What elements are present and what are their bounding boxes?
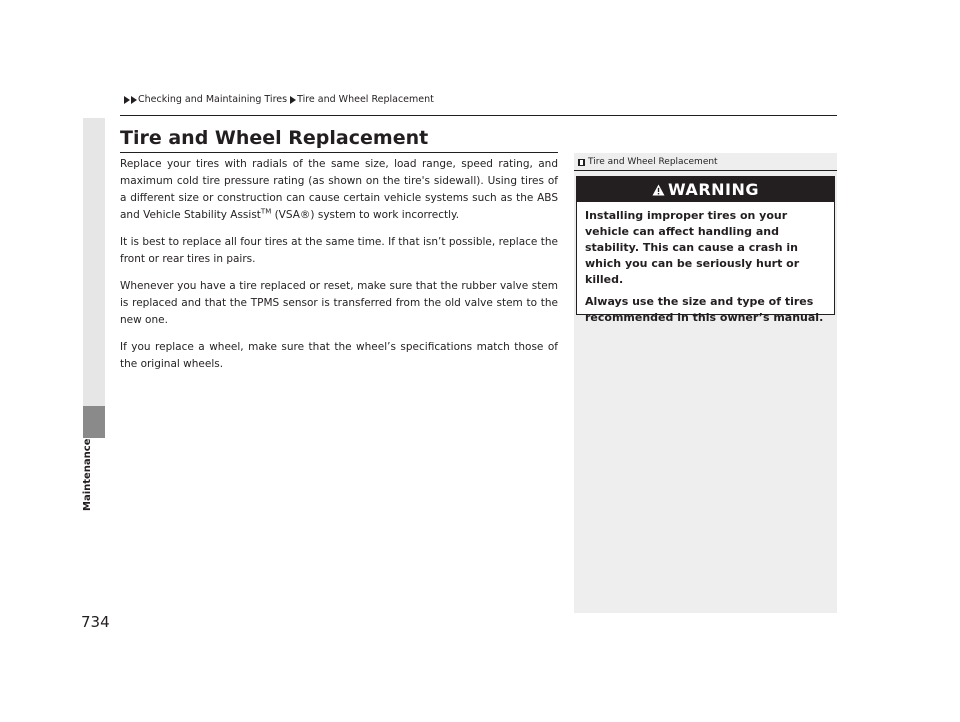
- warning-label: WARNING: [668, 180, 759, 199]
- note-icon: [578, 159, 585, 166]
- triangle-arrow-icon: [290, 96, 296, 104]
- page-title: Tire and Wheel Replacement: [120, 127, 429, 149]
- side-note-rule: [574, 170, 837, 171]
- warning-text: [577, 202, 834, 326]
- header-rule: [120, 115, 837, 116]
- title-rule: [120, 152, 558, 153]
- main-body: [120, 156, 558, 383]
- section-tab-label: Maintenance: [82, 438, 93, 511]
- body-paragraph-4: If you replace a wheel, make sure that the wheel’s specifications match those of the original wheels.: [120, 341, 558, 370]
- warning-text-1: Installing improper tires on your vehicle can affect handling and stability. This can cause a crash in which you can be seriously hurt or killed.: [585, 209, 800, 286]
- double-triangle-arrow-icon: [124, 96, 130, 104]
- section-side-band: [83, 118, 105, 406]
- page-number: 734: [81, 613, 110, 631]
- breadcrumb: [124, 94, 434, 105]
- trademark-symbol: TM: [260, 207, 272, 216]
- double-triangle-arrow-icon: [131, 96, 137, 104]
- warning-text-2: Always use the size and type of tires recommended in this owner’s manual.: [585, 295, 824, 324]
- registered-symbol: ®: [299, 209, 311, 221]
- warning-header: [577, 177, 834, 202]
- breadcrumb-item-tire-wheel-replacement[interactable]: Tire and Wheel Replacement: [297, 94, 434, 105]
- side-note-title: Tire and Wheel Replacement: [578, 157, 718, 167]
- body-paragraph-3: Whenever you have a tire replaced or reset, make sure that the rubber valve stem is replaced and that the TPMS sensor is transferred from the old valve stem to the new one.: [120, 280, 558, 326]
- warning-triangle-icon: [652, 184, 665, 196]
- warning-box: [576, 176, 835, 324]
- section-tab-marker: [83, 406, 105, 438]
- body-paragraph-1: Replace your tires with radials of the same size, load range, speed rating, and maximum cold tire pressure rating (as shown on the tire's sidewall). Using tires of a different size or construction can cause certain vehicle systems such as the ABS and Vehicle Stability Assist™ (VSA®) system to work incorrectly.: [120, 158, 558, 221]
- body-paragraph-2: It is best to replace all four tires at the same time. If that isn’t possible, replace the front or rear tires in pairs.: [120, 236, 558, 265]
- breadcrumb-item-checking-tires[interactable]: Checking and Maintaining Tires: [138, 94, 288, 105]
